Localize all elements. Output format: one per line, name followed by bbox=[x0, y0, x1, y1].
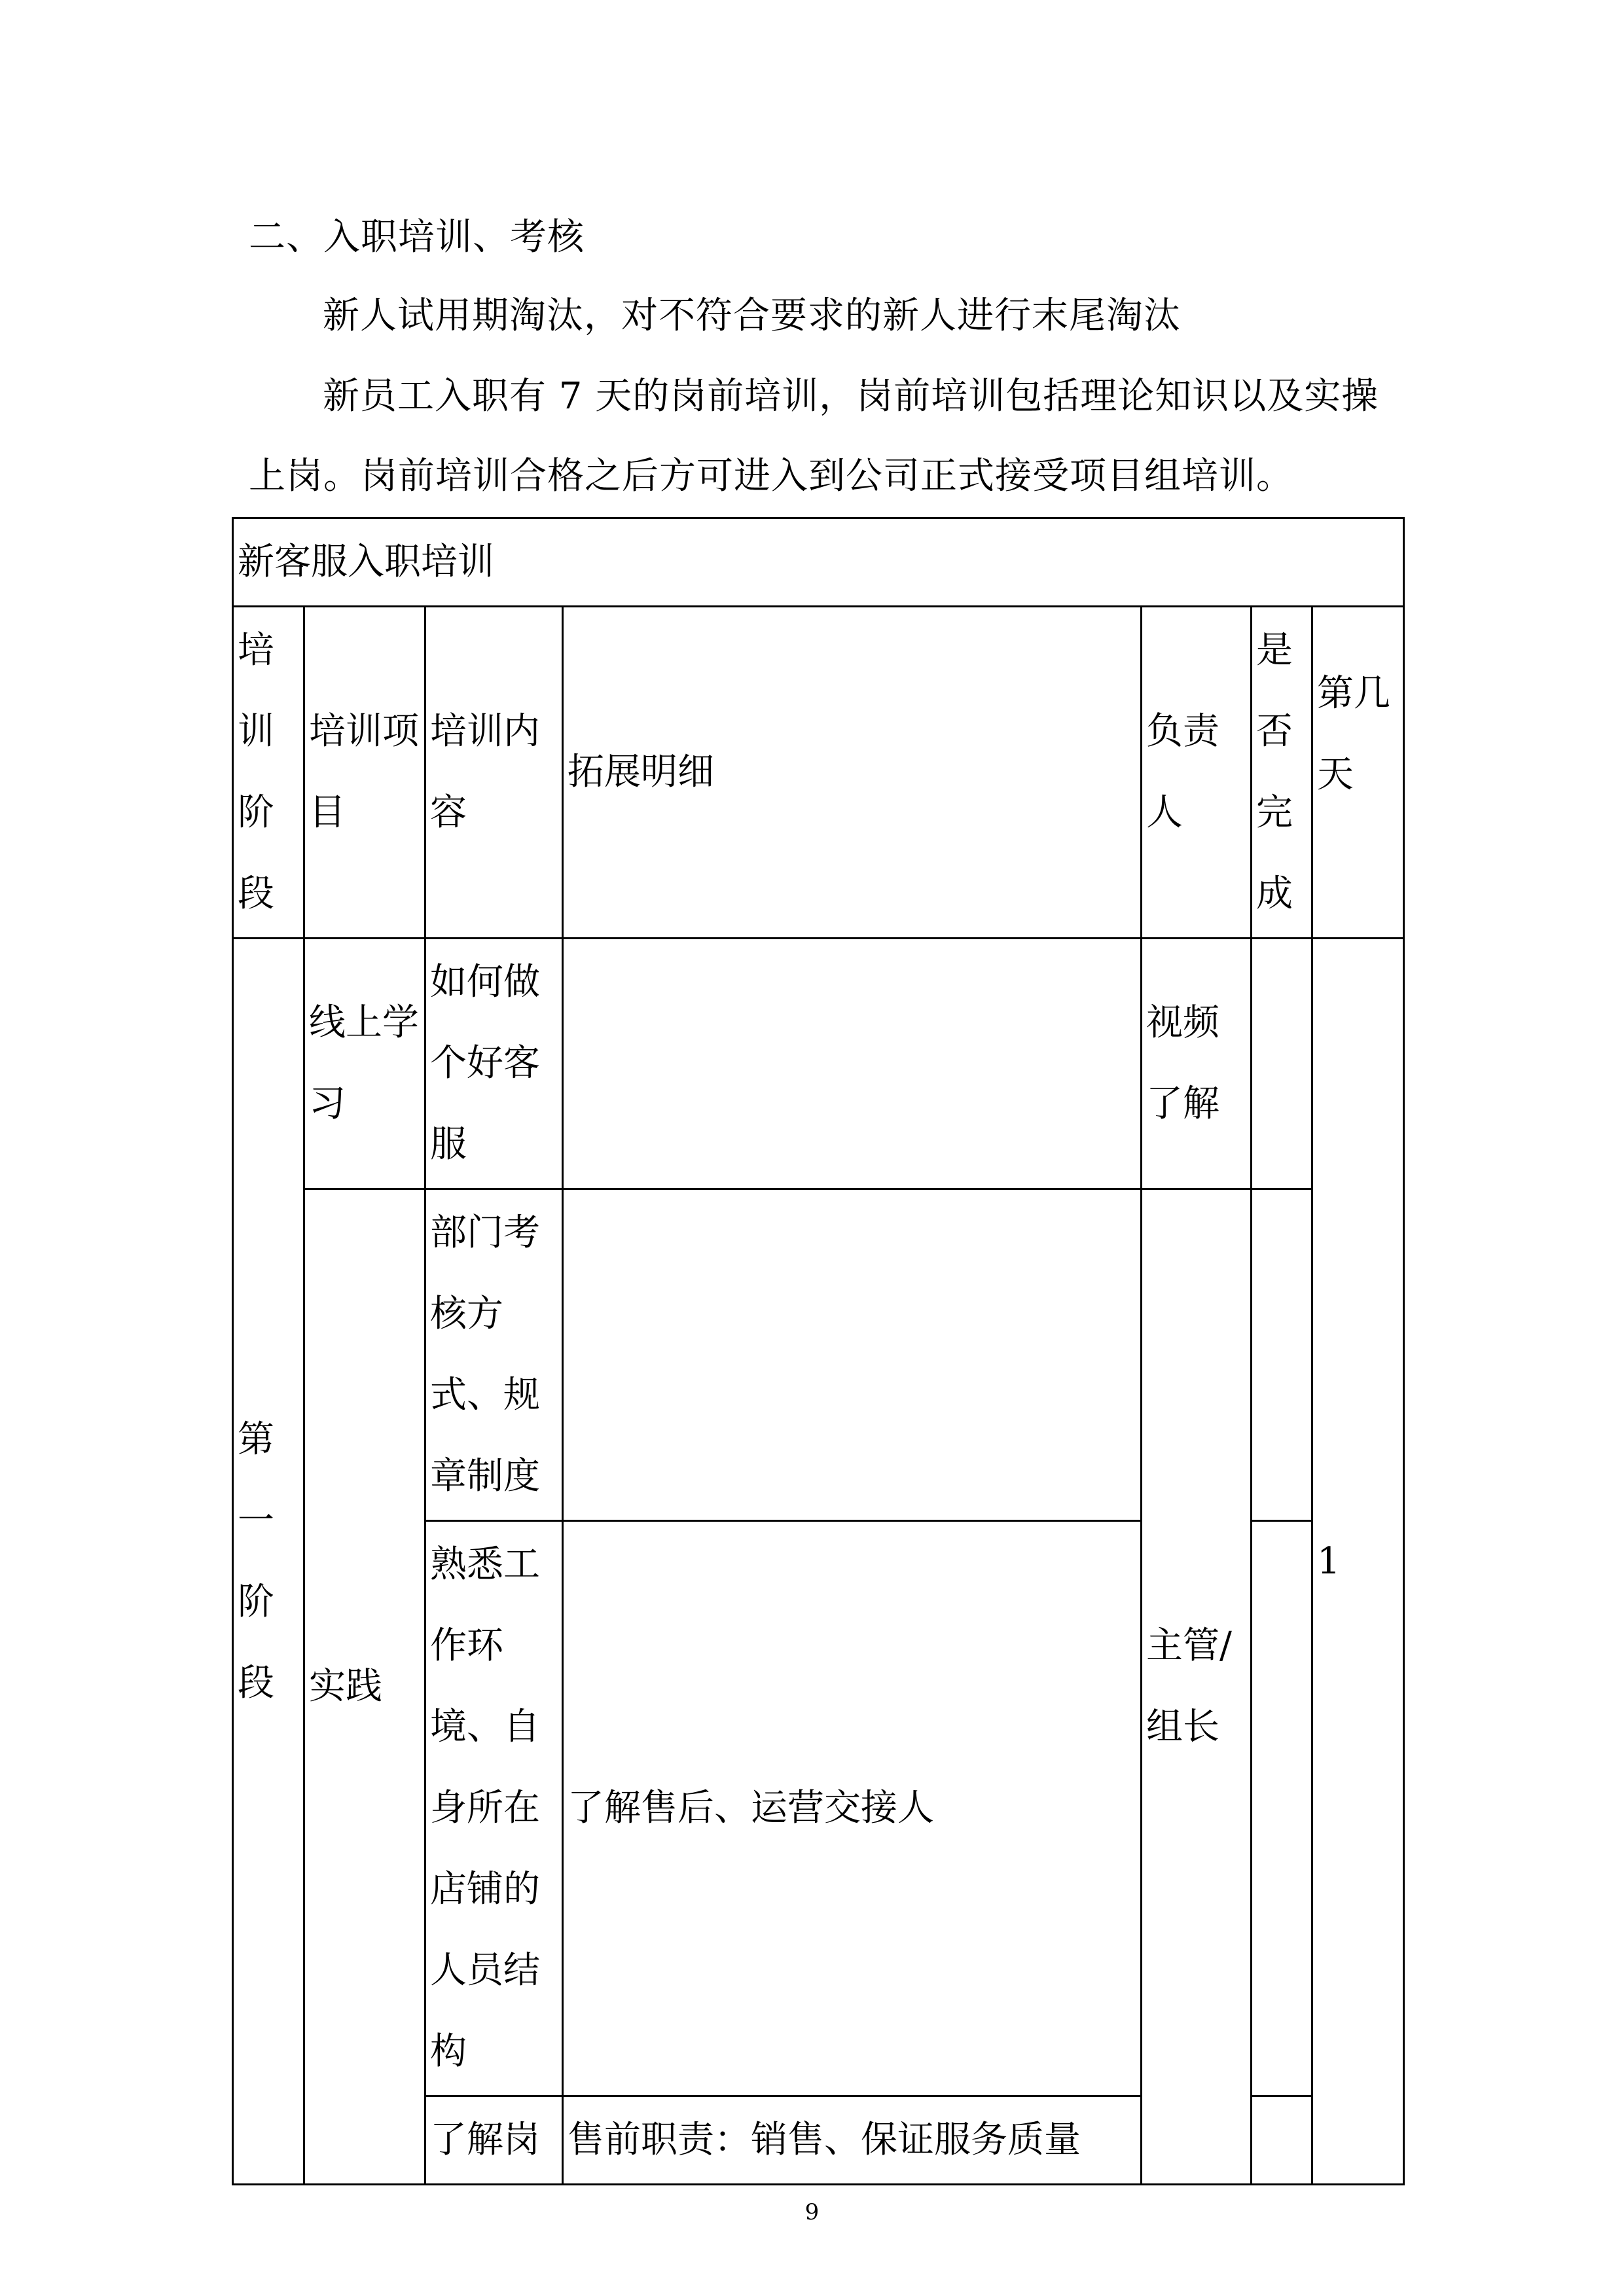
content-cell: 部门考核方式、规章制度 bbox=[425, 1189, 563, 1521]
header-content: 培训内容 bbox=[425, 607, 563, 939]
stage-cell: 第一阶段 bbox=[233, 939, 304, 2185]
table-title: 新客服入职培训 bbox=[233, 518, 1404, 607]
paragraph-line: 新人试用期淘汰，对不符合要求的新人进行末尾淘汰 bbox=[323, 295, 1181, 337]
content-cell: 熟悉工作环境、自身所在店铺的人员结构 bbox=[425, 1521, 563, 2096]
page-number: 9 bbox=[804, 2199, 820, 2225]
paragraph-line: 新员工入职有 7 天的岗前培训，岗前培训包括理论知识以及实操 bbox=[323, 375, 1379, 418]
content-cell: 了解岗 bbox=[425, 2096, 563, 2185]
done-cell bbox=[1252, 2096, 1312, 2185]
item-cell: 线上学习 bbox=[304, 939, 425, 1189]
detail-cell: 了解售后、运营交接人 bbox=[563, 1521, 1142, 2096]
day-cell: 1 bbox=[1312, 939, 1404, 2185]
content-cell: 如何做个好客服 bbox=[425, 939, 563, 1189]
item-cell: 实践 bbox=[304, 1189, 425, 2185]
header-detail: 拓展明细 bbox=[563, 607, 1142, 939]
header-day: 第几天 bbox=[1312, 607, 1404, 939]
header-stage: 培训阶段 bbox=[233, 607, 304, 939]
header-owner: 负责人 bbox=[1142, 607, 1252, 939]
detail-cell: 售前职责：销售、保证服务质量 bbox=[563, 2096, 1142, 2185]
header-done: 是否完成 bbox=[1252, 607, 1312, 939]
detail-cell bbox=[563, 1189, 1142, 1521]
done-cell bbox=[1252, 1189, 1312, 1521]
table-header-row bbox=[233, 607, 1404, 939]
table-title-row bbox=[233, 518, 1404, 607]
training-table bbox=[232, 517, 1405, 2185]
paragraph-line: 上岗。岗前培训合格之后方可进入到公司正式接受项目组培训。 bbox=[249, 455, 1293, 497]
detail-cell bbox=[563, 939, 1142, 1189]
owner-cell: 主管/组长 bbox=[1142, 1189, 1252, 2185]
table-row bbox=[233, 939, 1404, 1189]
owner-cell: 视频了解 bbox=[1142, 939, 1252, 1189]
done-cell bbox=[1252, 939, 1312, 1189]
table-row bbox=[233, 1189, 1404, 1521]
done-cell bbox=[1252, 1521, 1312, 2096]
header-item: 培训项目 bbox=[304, 607, 425, 939]
section-heading: 二、入职培训、考核 bbox=[249, 216, 585, 259]
